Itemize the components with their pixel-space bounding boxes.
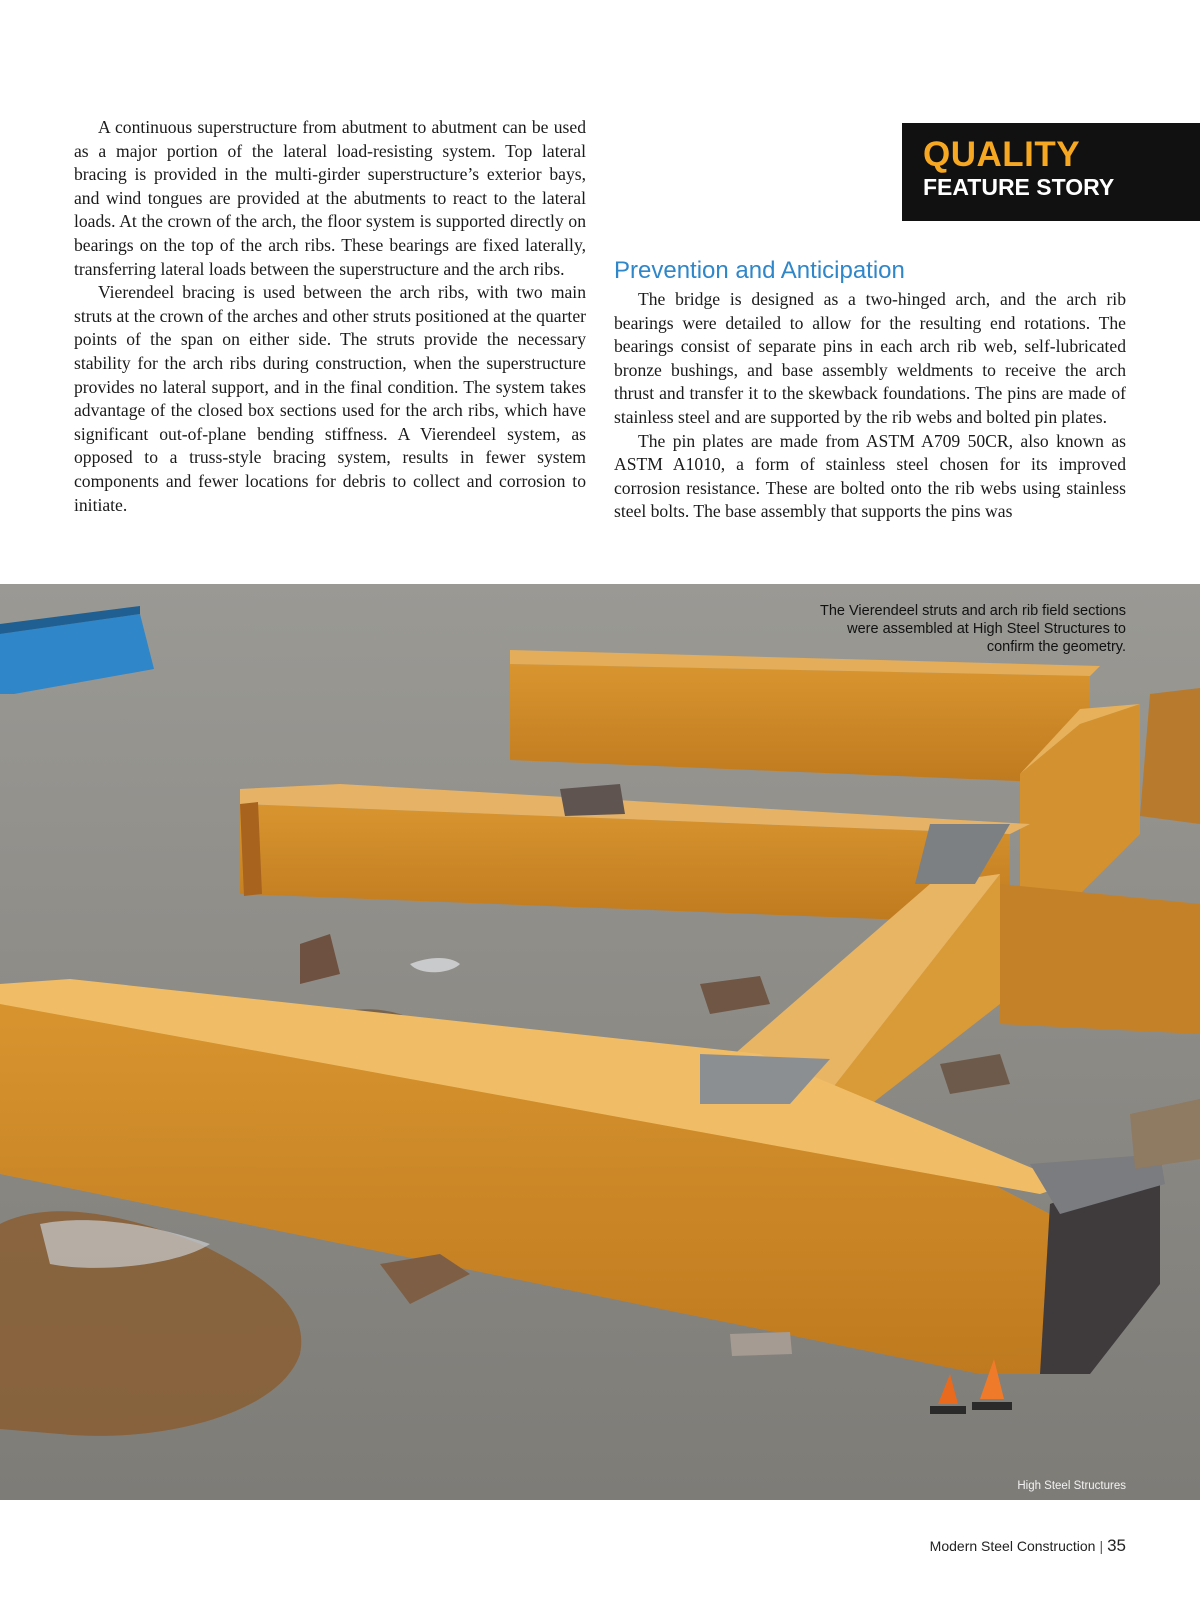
badge-line-feature-story: FEATURE STORY xyxy=(923,174,1115,200)
body-paragraph: Vierendeel bracing is used between the arch ribs, with two main struts at the crown of the arches and other struts positioned at the quarter points of the span on either side. The struts provide the necessary stability for the arch ribs during construction, when the superstructure provides no lateral support, and in the final condition. The system takes advantage of the closed box sections used for the arch ribs, which have significant out-of-plane bending stiffness. A Vierendeel system, as opposed to a truss-style bracing system, results in fewer system components and fewer locations for debris to collect and corrosion to initiate. xyxy=(74,282,586,515)
section-heading: Prevention and Anticipation xyxy=(614,257,905,284)
photo-illustration xyxy=(0,584,1200,1500)
photo-caption: The Vierendeel struts and arch rib field sections were assembled at High Steel Structures to confirm the geometry. xyxy=(819,603,1126,655)
body-paragraph: The bridge is designed as a two-hinged arch, and the arch rib bearings were detailed to allow for the resulting end rotations. The bearings consist of separate pins in each arch rib web, self-lubricated bronze bushings, and base assembly weldments to receive the arch thrust and transfer it to the skewback foundations. The pins are made of stainless steel and are supported by the rib webs and bolted pin plates. xyxy=(614,289,1126,427)
body-paragraph: A continuous superstructure from abutment to abutment can be used as a major portion of the lateral load-resisting system. Top lateral bracing is provided in the multi-girder superstructure’s exterior bays, and wind tongues are provided at the abutments to react to the lateral loads. At the crown of the arch, the floor system is supported directly on bearings on the top of the arch ribs. These bearings are fixed laterally, transferring lateral loads between the superstructure and the arch ribs. xyxy=(74,117,586,279)
body-paragraph: The pin plates are made from ASTM A709 50CR, also known as ASTM A1010, a form of stainless steel chosen for its improved corrosion resistance. These are bolted onto the rib webs using stainless steel bolts. The base assembly that supports the pins was xyxy=(614,430,1126,522)
right-text-column xyxy=(614,256,1126,524)
quality-feature-badge xyxy=(902,123,1200,221)
left-text-column xyxy=(74,116,586,517)
photo-credit: High Steel Structures xyxy=(1017,1480,1126,1492)
footer-separator: | xyxy=(1099,1538,1104,1554)
steel-assembly-photo xyxy=(0,584,1200,1500)
page-number: 35 xyxy=(1107,1536,1126,1555)
page-footer xyxy=(930,1536,1126,1556)
publication-name: Modern Steel Construction xyxy=(929,1538,1096,1554)
badge-line-quality: QUALITY xyxy=(923,135,1081,174)
